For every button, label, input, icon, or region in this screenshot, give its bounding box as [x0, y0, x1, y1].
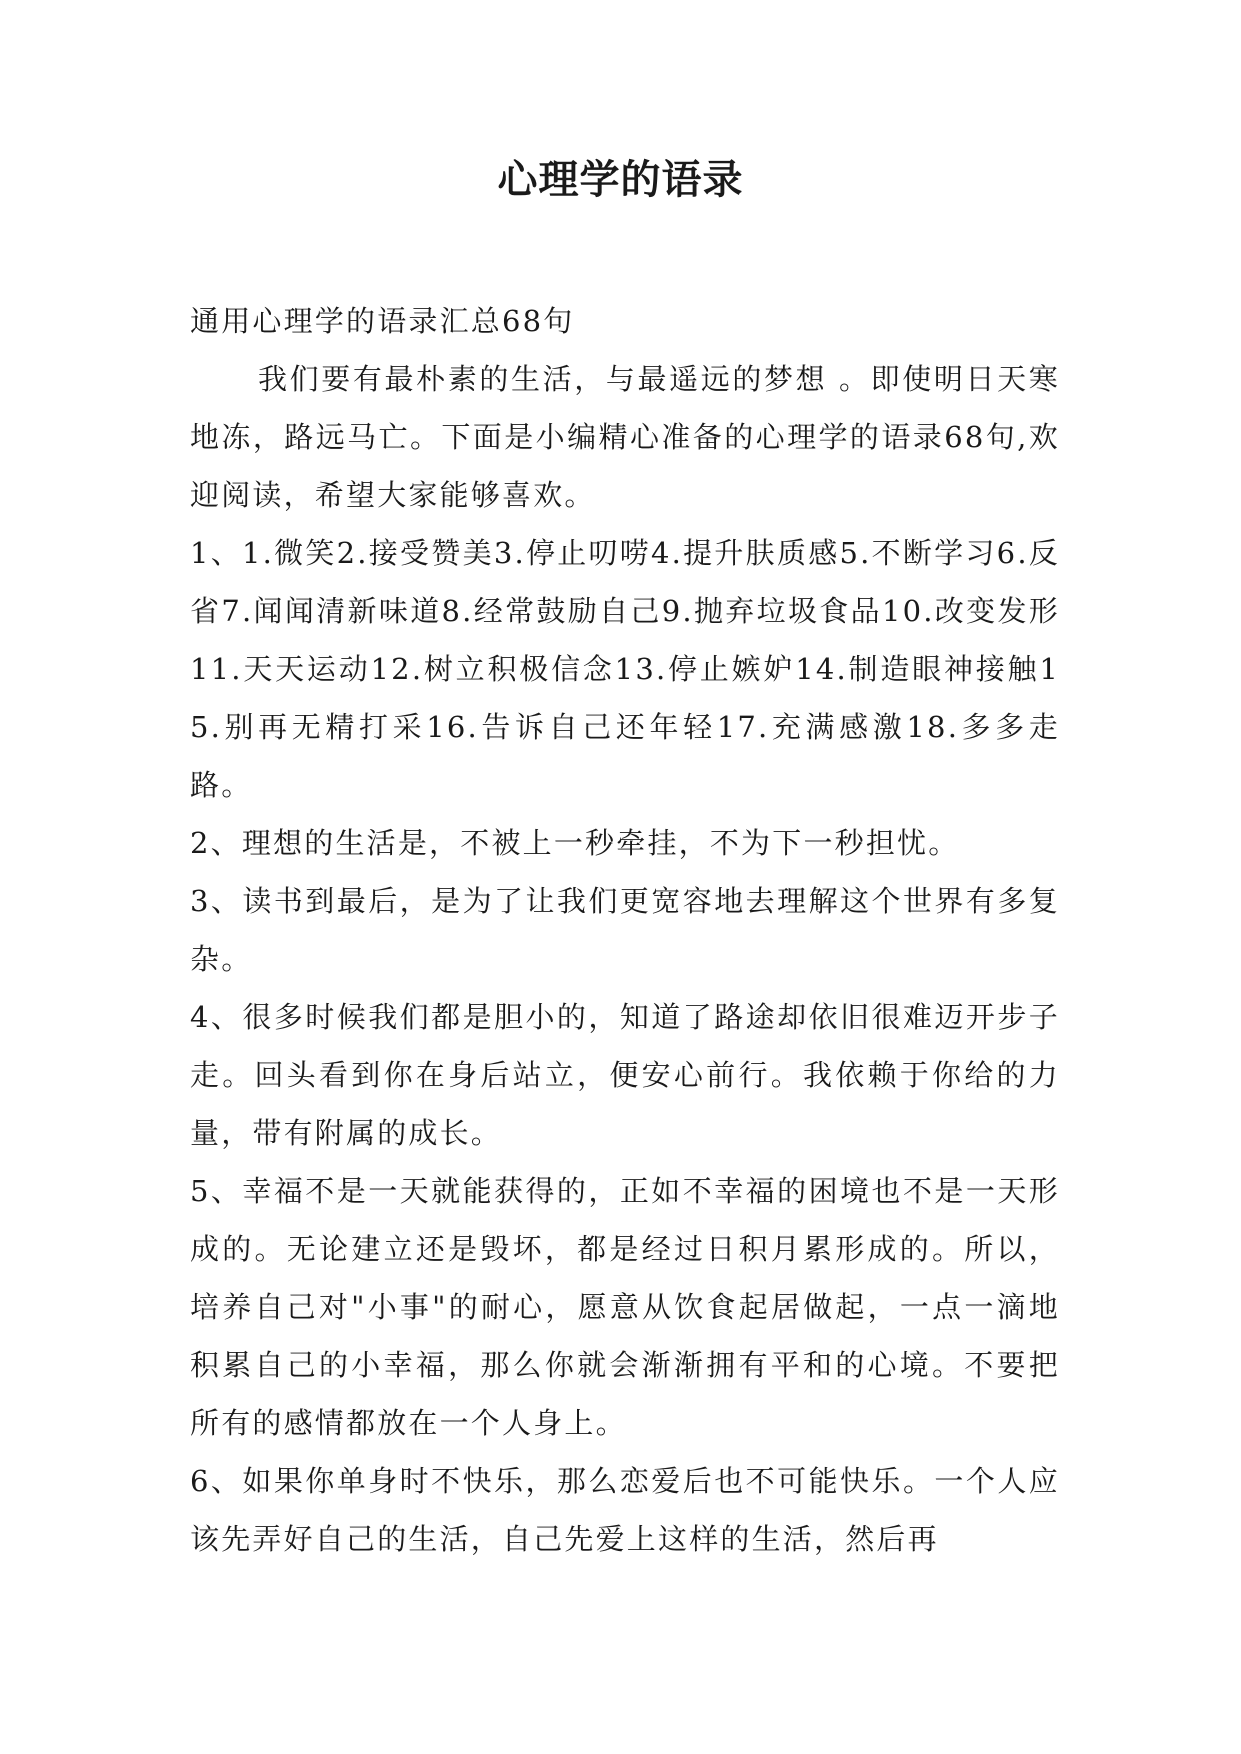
quote-item-5: 5、幸福不是一天就能获得的，正如不幸福的困境也不是一天形成的。无论建立还是毁坏，都是经过日积月累形成的。所以，培养自己对"小事"的耐心，愿意从饮食起居做起，一点一滴地积累自己的小幸福，那么你就会渐渐拥有平和的心境。不要把所有的感情都放在一个人身上。: [190, 1174, 1060, 1440]
quote-item-4: 4、很多时候我们都是胆小的，知道了路途却依旧很难迈开步子走。回头看到你在身后站立，便安心前行。我依赖于你给的力量，带有附属的成长。: [190, 1000, 1060, 1150]
quote-item-1: 1、1.微笑2.接受赞美3.停止叨唠4.提升肤质感5.不断学习6.反省7.闻闻清新味道8.经常鼓励自己9.抛弃垃圾食品10.改变发形11.天天运动12.树立积极信念13.停止嫉妒14.制造眼神接触15.别再无精打采16.告诉自己还年轻17.充满感激18.多多走路。: [190, 536, 1060, 802]
quote-item-6: 6、如果你单身时不快乐，那么恋爱后也不可能快乐。一个人应该先弄好自己的生活，自己先爱上这样的生活，然后再: [190, 1464, 1060, 1556]
document-title: 心理学的语录: [497, 156, 744, 203]
quote-item-2: 2、理想的生活是，不被上一秒牵挂，不为下一秒担忧。: [190, 826, 960, 860]
document-body: [190, 292, 1060, 1568]
intro-paragraph: 我们要有最朴素的生活，与最遥远的梦想 。即使明日天寒地冻，路远马亡。下面是小编精心准备的心理学的语录68句,欢迎阅读，希望大家能够喜欢。: [190, 362, 1060, 512]
quote-item-3: 3、读书到最后，是为了让我们更宽容地去理解这个世界有多复杂。: [190, 884, 1060, 976]
intro-heading: 通用心理学的语录汇总68句: [190, 304, 575, 338]
